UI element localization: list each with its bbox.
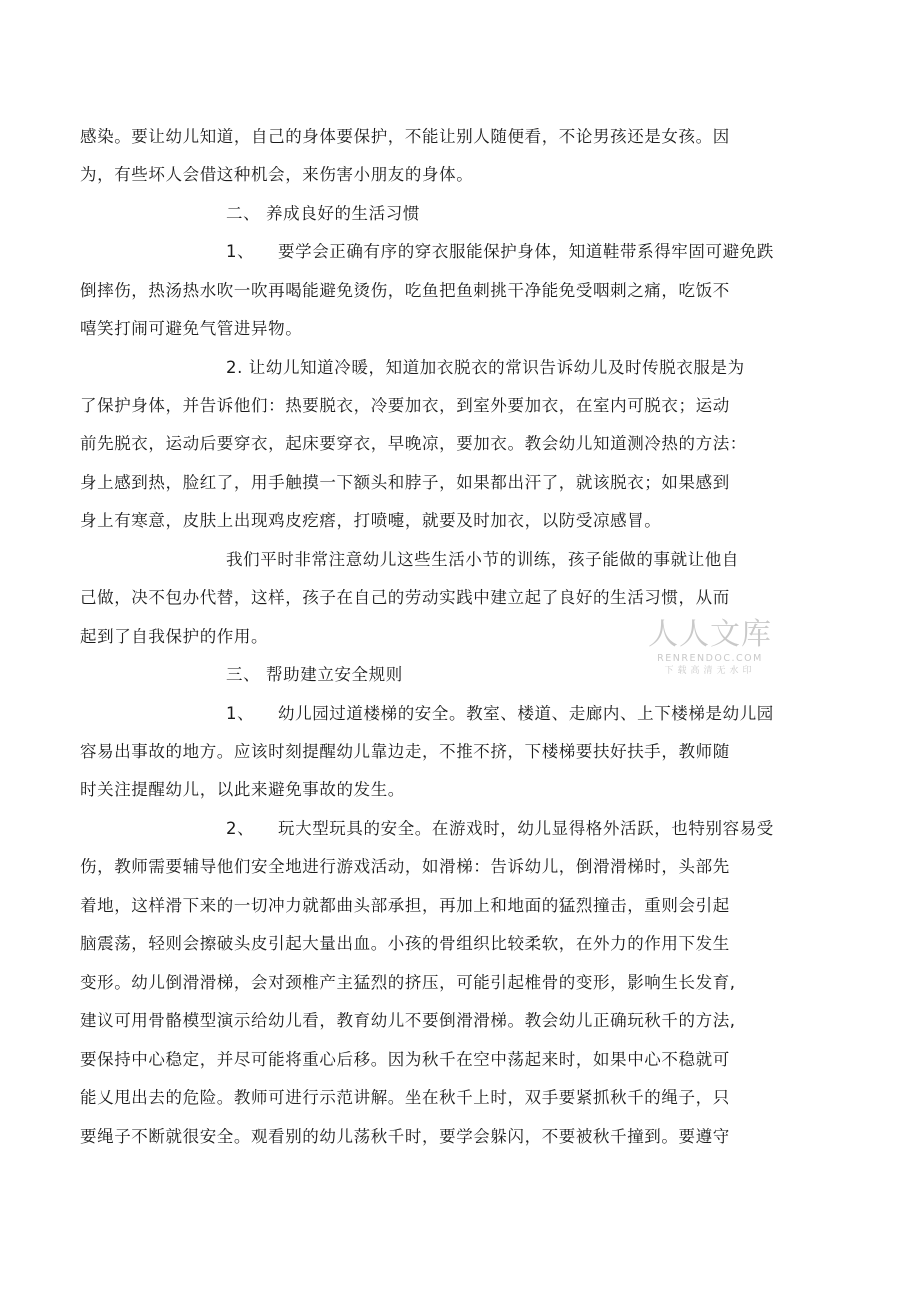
text-line: 为，有些坏人会借这种机会，来伤害小朋友的身体。: [80, 165, 474, 184]
section-heading: 三、 帮助建立安全规则: [226, 665, 403, 684]
watermark-subtitle: 下载高清无水印: [664, 666, 756, 676]
text-line: 了保护身体，并告诉他们：热要脱衣，冷要加衣，到室外要加衣，在室内可脱衣；运动: [80, 396, 730, 415]
text-line: 我们平时非常注意幼儿这些生活小节的训练，孩子能做的事就让他自: [226, 550, 739, 569]
text-line: 身上有寒意，皮肤上出现鸡皮疙瘩，打喷嚏，就要及时加衣，以防受凉感冒。: [80, 511, 662, 530]
text-line: 变形。幼儿倒滑滑梯，会对颈椎产主猛烈的挤压，可能引起椎骨的变形，影响生长发育,: [80, 973, 736, 992]
text-line: 脑震荡，轻则会擦破头皮引起大量出血。小孩的骨组织比较柔软，在外力的作用下发生: [80, 934, 730, 953]
text-line: 嘻笑打闹可避免气管进异物。: [80, 319, 303, 338]
text-line: [226, 817, 774, 841]
text-line: 建议可用骨骼模型演示给幼儿看，教育幼儿不要倒滑滑梯。教会幼儿正确玩秋千的方法,: [80, 1011, 736, 1030]
text-line: [226, 702, 774, 726]
item-number: 1、: [226, 704, 255, 723]
item-number: 1、: [226, 242, 255, 261]
text-line: [226, 240, 774, 264]
text-line: 着地，这样滑下来的一切冲力就都曲头部承担，再加上和地面的猛烈撞击，重则会引起: [80, 896, 730, 915]
item-text: 幼儿园过道楼梯的安全。教室、楼道、走廊内、上下楼梯是幼儿园: [278, 704, 774, 723]
text-line: 容易出事故的地方。应该时刻提醒幼儿靠边走，不推不挤，下楼梯要扶好扶手，教师随: [80, 742, 730, 761]
text-line: 时关注提醒幼儿，以此来避免事故的发生。: [80, 780, 405, 799]
text-line: 感染。要让幼儿知道，自己的身体要保护，不能让别人随便看，不论男孩还是女孩。因: [80, 127, 730, 146]
watermark-title: 人人文库: [648, 617, 772, 652]
text-line: 要保持中心稳定，并尽可能将重心后移。因为秋千在空中荡起来时，如果中心不稳就可: [80, 1050, 730, 1069]
text-line: 2. 让幼儿知道冷暖，知道加衣脱衣的常识告诉幼儿及时传脱衣服是为: [226, 358, 745, 377]
text-line: 身上感到热，脸红了，用手触摸一下额头和脖子，如果都出汗了，就该脱衣；如果感到: [80, 473, 730, 492]
text-line: 前先脱衣，运动后要穿衣，起床要穿衣，早晚凉，要加衣。教会幼儿知道测冷热的方法：: [80, 434, 747, 453]
text-line: 能乂甩出去的危险。教师可进行示范讲解。坐在秋千上时，双手要紧抓秋千的绳子，只: [80, 1088, 730, 1107]
text-line: 起到了自我保护的作用。: [80, 627, 269, 646]
text-line: 伤，教师需要辅导他们安全地进行游戏活动，如滑梯：告诉幼儿，倒滑滑梯时，头部先: [80, 857, 730, 876]
section-heading: 二、 养成良好的生活习惯: [226, 204, 420, 223]
item-text: 要学会正确有序的穿衣服能保护身体，知道鞋带系得牢固可避免跌: [278, 242, 774, 261]
watermark-site: RENRENDOC.COM: [657, 653, 763, 664]
item-number: 2、: [226, 819, 255, 838]
text-line: 己做，决不包办代替，这样，孩子在自己的劳动实践中建立起了良好的生活习惯，从而: [80, 588, 730, 607]
text-line: 要绳子不断就很安全。观看别的幼儿荡秋千时，要学会躲闪，不要被秋千撞到。要遵守: [80, 1127, 730, 1146]
text-line: 倒摔伤，热汤热水吹一吹再喝能避免烫伤，吃鱼把鱼刺挑干净能免受咽刺之痛，吃饭不: [80, 281, 730, 300]
watermark-logo: [648, 618, 772, 677]
item-text: 玩大型玩具的安全。在游戏时，幼儿显得格外活跃，也特别容易受: [278, 819, 774, 838]
